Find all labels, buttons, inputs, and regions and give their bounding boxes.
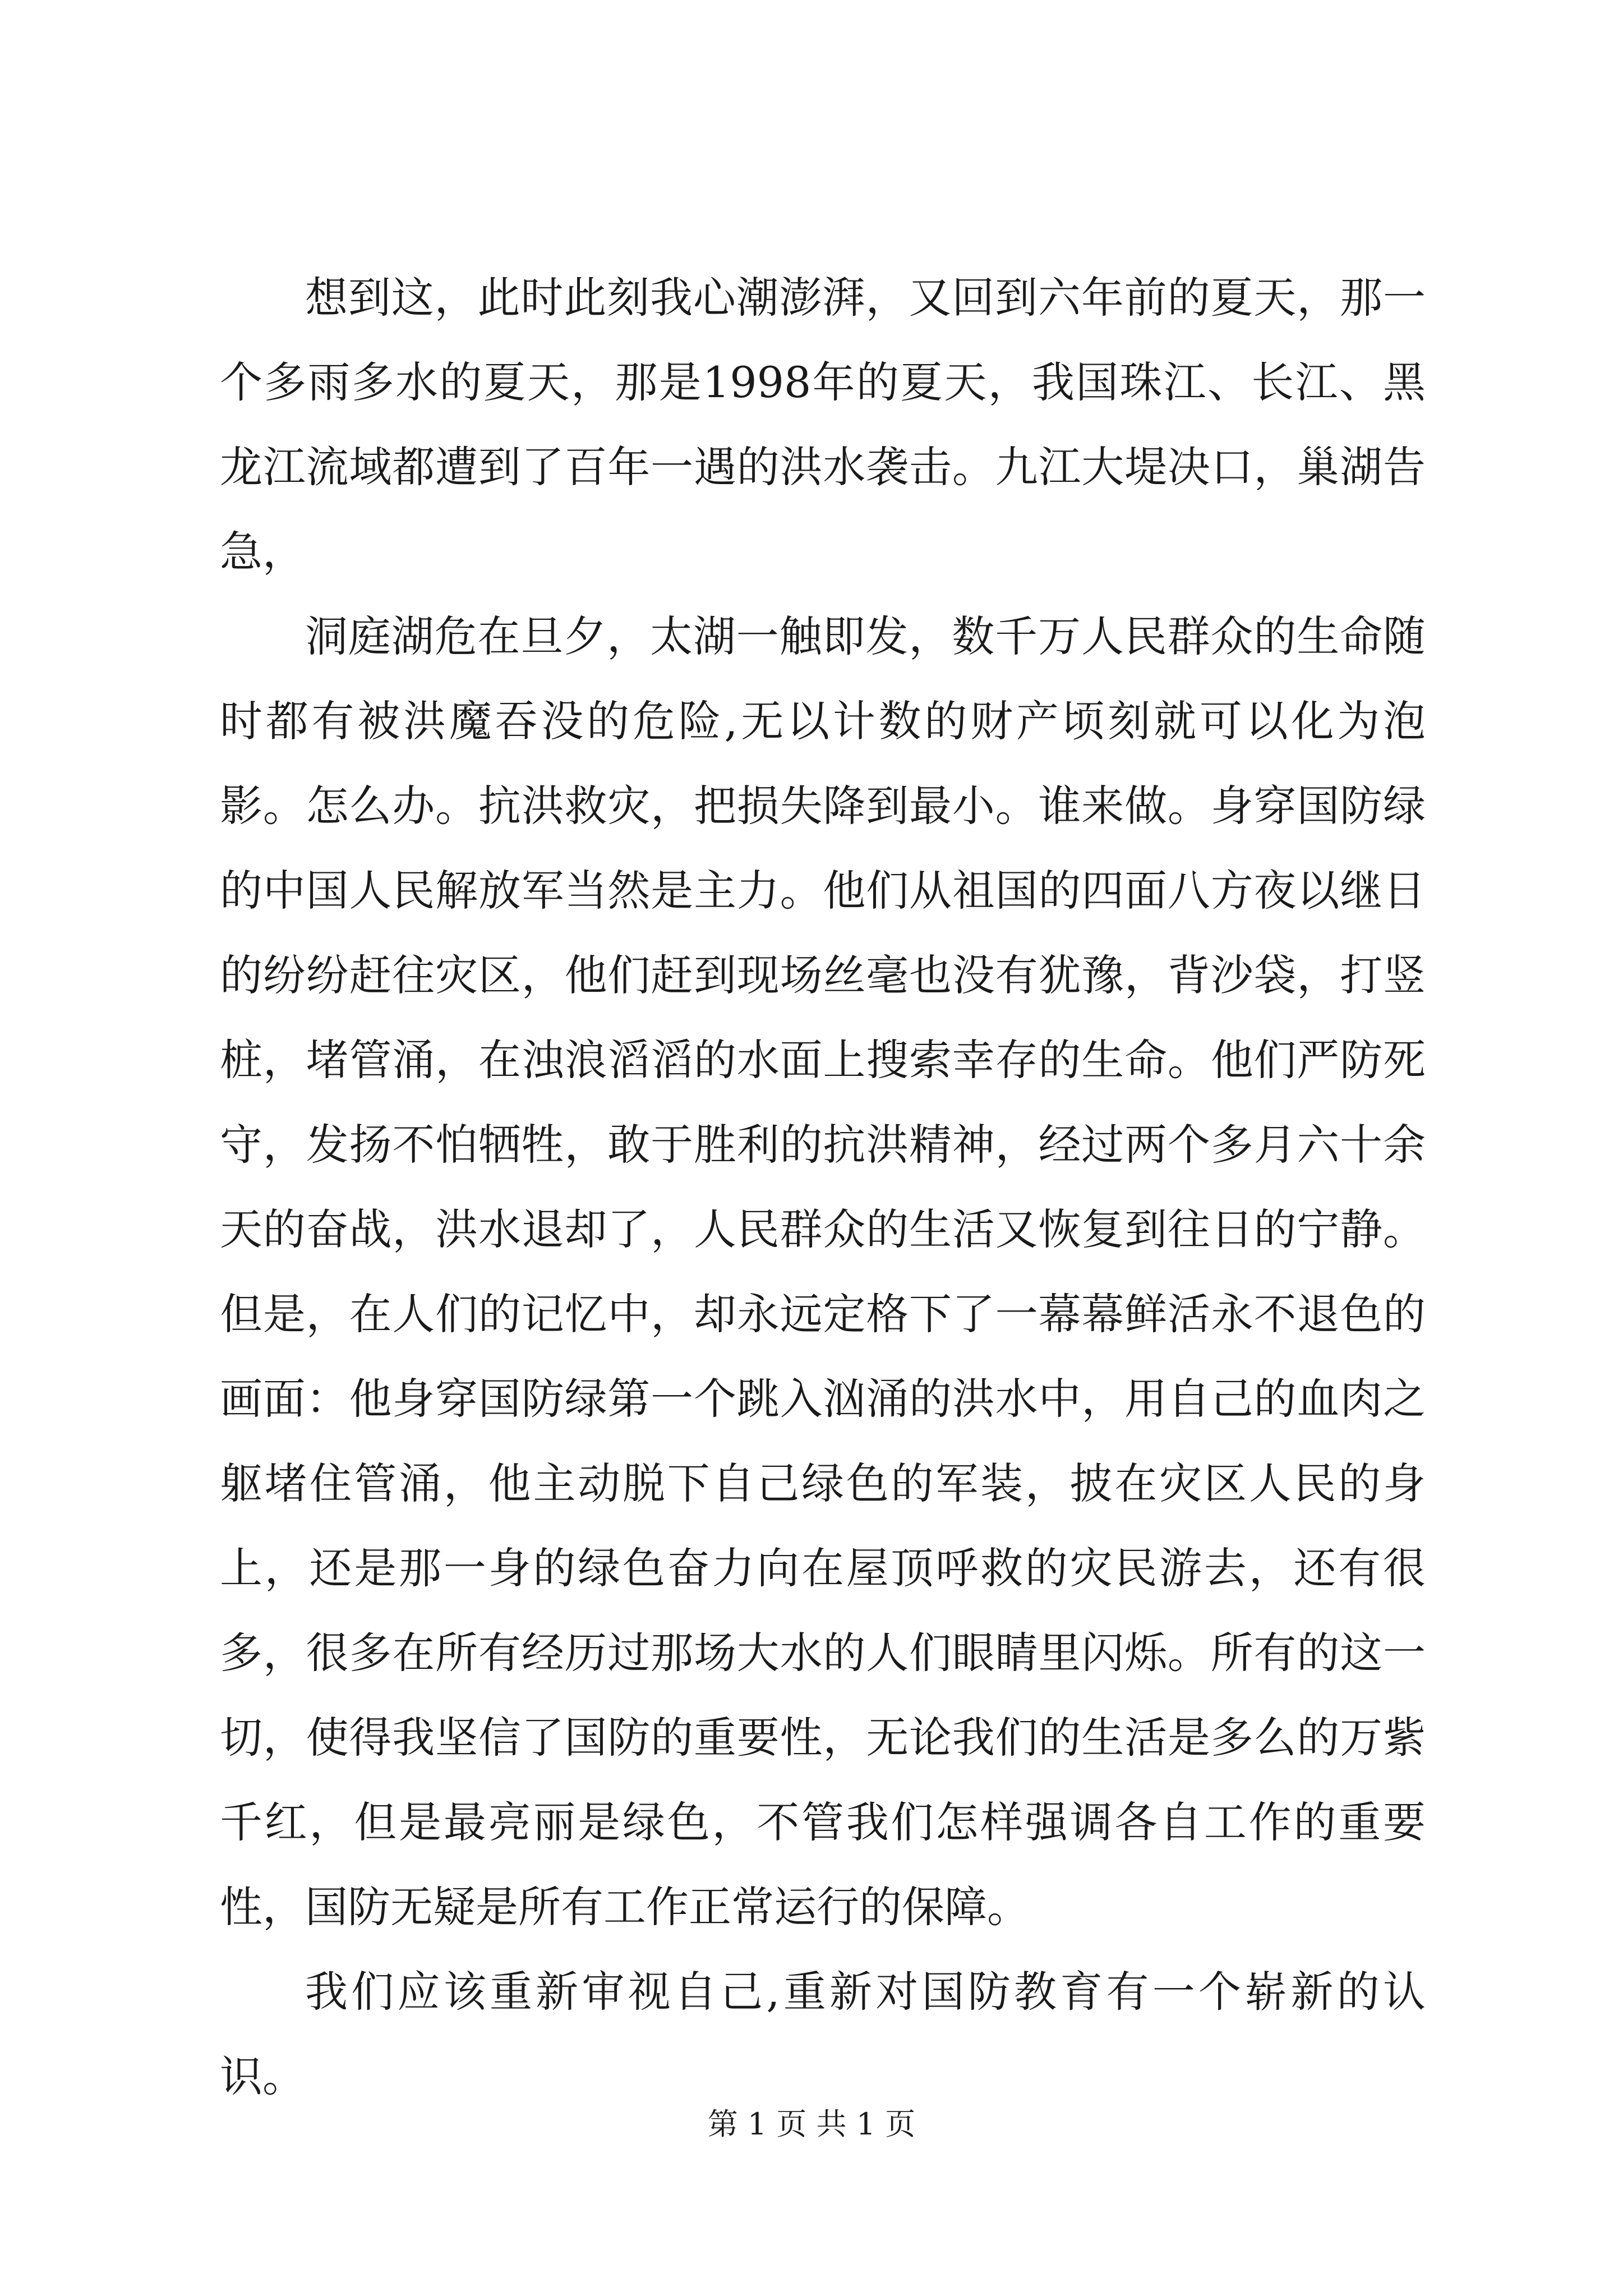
document-body	[220, 255, 1426, 2119]
paragraph-1: 想到这，此时此刻我心潮澎湃，又回到六年前的夏天，那一个多雨多水的夏天，那是1998年的夏天，我国珠江、长江、黑龙江流域都遭到了百年一遇的洪水袭击。九江大堤决口，巢湖告急，	[220, 273, 1426, 577]
paragraph-2: 洞庭湖危在旦夕，太湖一触即发，数千万人民群众的生命随时都有被洪魔吞没的危险,无以计数的财产顷刻就可以化为泡影。怎么办。抗洪救灾，把损失降到最小。谁来做。身穿国防绿的中国人民解放军当然是主力。他们从祖国的四面八方夜以继日的纷纷赶往灾区，他们赶到现场丝毫也没有犹豫，背沙袋，打竖桩，堵管涌，在浊浪滔滔的水面上搜索幸存的生命。他们严防死守，发扬不怕牺牲，敢于胜利的抗洪精神，经过两个多月六十余天的奋战，洪水退却了，人民群众的生活又恢复到往日的宁静。但是，在人们的记忆中，却永远定格下了一幕幕鲜活永不退色的画面：他身穿国防绿第一个跳入汹涌的洪水中，用自己的血肉之躯堵住管涌，他主动脱下自己绿色的军装，披在灾区人民的身上，还是那一身的绿色奋力向在屋顶呼救的灾民游去，还有很多，很多在所有经历过那场大水的人们眼睛里闪烁。所有的这一切，使得我坚信了国防的重要性，无论我们的生活是多么的万紫千红，但是最亮丽是绿色，不管我们怎样强调各自工作的重要性，国防无疑是所有工作正常运行的保障。	[220, 611, 1426, 1932]
page-footer: 第 1 页 共 1 页	[707, 2106, 916, 2142]
paragraph-3: 我们应该重新审视自己,重新对国防教育有一个崭新的认识。	[220, 1967, 1426, 2101]
